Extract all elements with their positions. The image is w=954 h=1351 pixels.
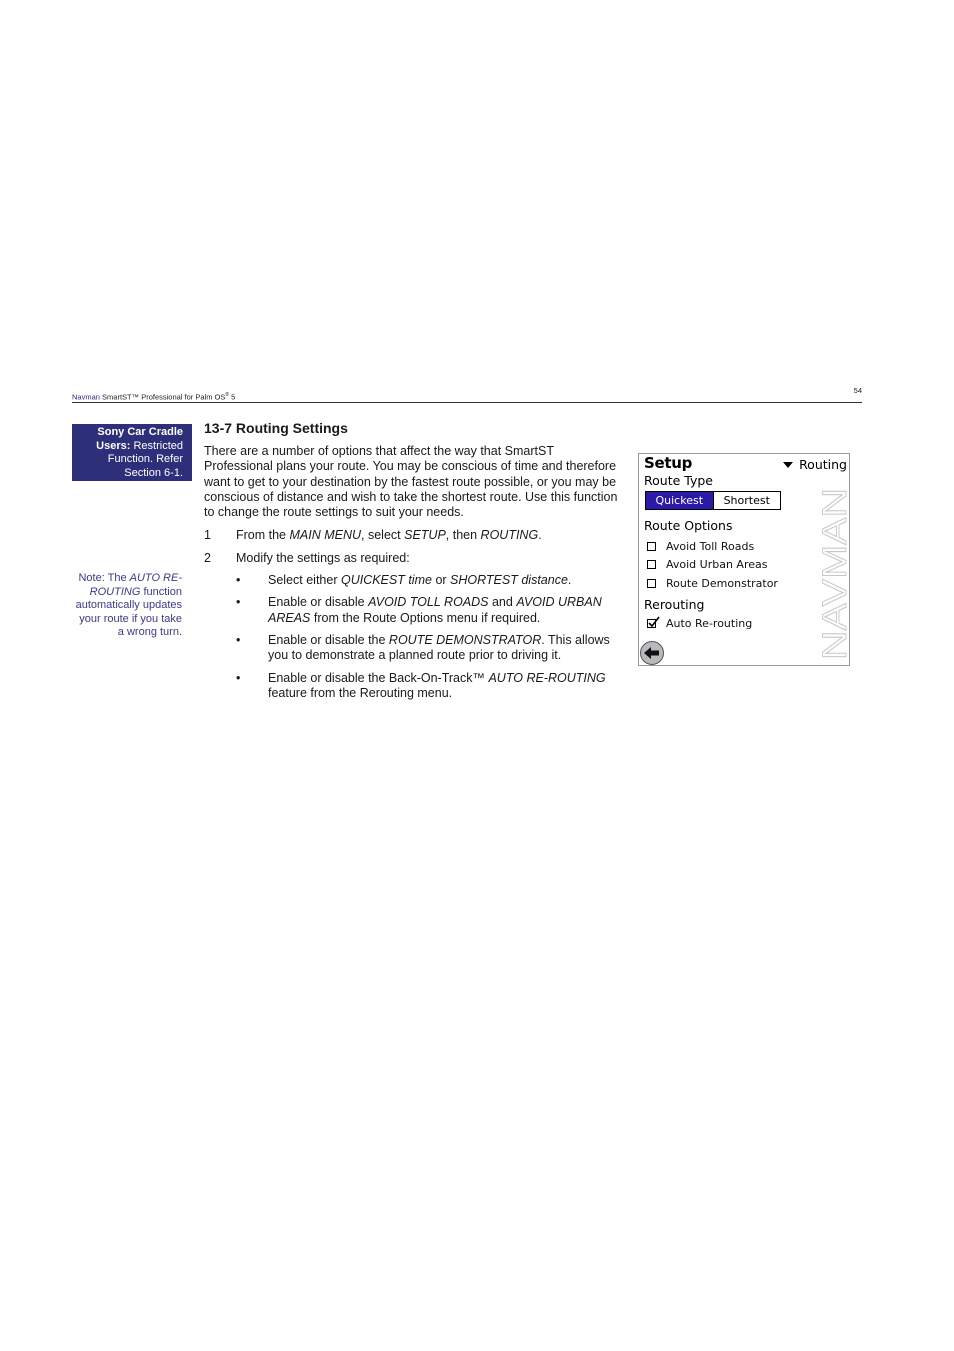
rerouting-label: Rerouting	[644, 597, 705, 612]
bullet-text: and	[488, 595, 517, 610]
step-2	[204, 551, 624, 566]
header-title	[72, 392, 235, 402]
sidebar-warning-text: Restricted Function. Refer Section 6-1.	[107, 439, 183, 479]
avoid-toll-roads-option[interactable]	[647, 540, 754, 553]
auto-rerouting-option[interactable]	[647, 617, 752, 630]
bullet-text: Enable or disable the Back-On-Track™	[268, 670, 489, 685]
step-italic: SETUP	[404, 528, 446, 543]
step-text: .	[538, 528, 542, 543]
device-menu-label: Routing	[799, 457, 847, 472]
device-title: Setup	[644, 454, 693, 472]
bullet-text: feature from the Rerouting menu.	[268, 685, 453, 700]
step-italic: MAIN MENU	[289, 528, 362, 543]
route-type-label: Route Type	[644, 473, 713, 488]
option-label: Route Demonstrator	[666, 577, 778, 590]
bullet-dot: •	[236, 632, 241, 647]
step-text: From the	[236, 528, 290, 543]
dropdown-triangle-icon	[783, 462, 793, 468]
note-prefix: Note: The	[78, 572, 130, 584]
bullet-text: Select either	[268, 573, 341, 588]
step-text: , then	[445, 528, 481, 543]
bullet-dot: •	[236, 573, 241, 588]
step-number: 2	[204, 550, 211, 565]
note-suffix: function automatically updates your route if you take a wrong turn.	[75, 585, 182, 638]
shortest-button[interactable]: Shortest	[723, 494, 770, 507]
checkbox-checked[interactable]	[647, 619, 656, 628]
header-registered-mark: ®	[225, 391, 230, 398]
bullet-italic: AVOID TOLL ROADS	[368, 595, 489, 610]
device-menu-dropdown[interactable]	[783, 457, 847, 472]
route-options-label: Route Options	[644, 518, 733, 533]
header-product: SmartST™ Professional for Palm OS	[99, 392, 226, 401]
step-1	[204, 528, 624, 543]
device-screenshot	[638, 453, 854, 666]
page-number: 54	[853, 386, 862, 395]
section-heading: 13-7 Routing Settings	[204, 420, 348, 436]
step-italic: ROUTING	[480, 528, 539, 543]
back-button[interactable]	[640, 641, 664, 665]
checkbox[interactable]	[647, 560, 656, 569]
page-header	[72, 388, 862, 403]
bullet-dot: •	[236, 595, 241, 610]
back-arrow-icon	[641, 642, 663, 664]
bullet-italic: SHORTEST distance	[450, 573, 568, 588]
bullet-item	[204, 595, 624, 626]
bullet-text: Enable or disable	[268, 595, 369, 610]
bullet-item	[204, 671, 624, 702]
bullet-text: . This allows you to demonstrate a planned route prior to driving it.	[268, 632, 610, 663]
checkbox[interactable]	[647, 542, 656, 551]
route-type-selector	[645, 491, 781, 510]
avoid-urban-areas-option[interactable]	[647, 558, 767, 571]
bullet-italic: AUTO RE-ROUTING	[488, 670, 606, 685]
bullet-italic: QUICKEST time	[340, 573, 432, 588]
route-demonstrator-option[interactable]	[647, 577, 778, 590]
bullet-italic: ROUTE DEMONSTRATOR	[388, 632, 542, 647]
header-version: 5	[229, 392, 236, 401]
intro-paragraph: There are a number of options that affect the way that SmartST Professional plans your route. You may be conscious of time and therefore want to get to your destination by the fastest route possible, or you may be conscious of distance and wish to take the shortest route. Use this function to change the route settings to suit your needs.	[204, 444, 618, 520]
checkbox[interactable]	[647, 579, 656, 588]
checkmark-icon	[647, 616, 660, 629]
main-content	[204, 418, 624, 708]
header-brand: Navman	[72, 392, 100, 401]
option-label: Auto Re-routing	[666, 617, 753, 630]
sidebar-warning-box	[72, 424, 192, 481]
bullet-text: or	[431, 573, 451, 588]
bullet-dot: •	[236, 670, 241, 685]
quickest-button[interactable]: Quickest	[646, 492, 714, 509]
step-text: , select	[361, 528, 405, 543]
bullet-item	[204, 573, 624, 588]
bullet-italic: AVOID URBAN AREAS	[268, 595, 602, 625]
step-number: 1	[204, 528, 211, 543]
option-label: Avoid Urban Areas	[666, 558, 768, 571]
bullet-text: .	[567, 573, 572, 588]
navman-watermark	[816, 488, 854, 660]
step-text: Modify the settings as required:	[236, 550, 410, 565]
option-label: Avoid Toll Roads	[666, 540, 755, 553]
sidebar-warning-bold: Sony Car Cradle Users:	[96, 426, 183, 452]
sidebar-note	[72, 572, 182, 640]
bullet-item	[204, 633, 624, 664]
note-italic: AUTO RE-ROUTING	[89, 572, 182, 598]
bullet-text: from the Route Options menu if required.	[310, 610, 541, 625]
bullet-text: Enable or disable the	[268, 632, 389, 647]
watermark-text: NAVMAN	[816, 517, 854, 660]
